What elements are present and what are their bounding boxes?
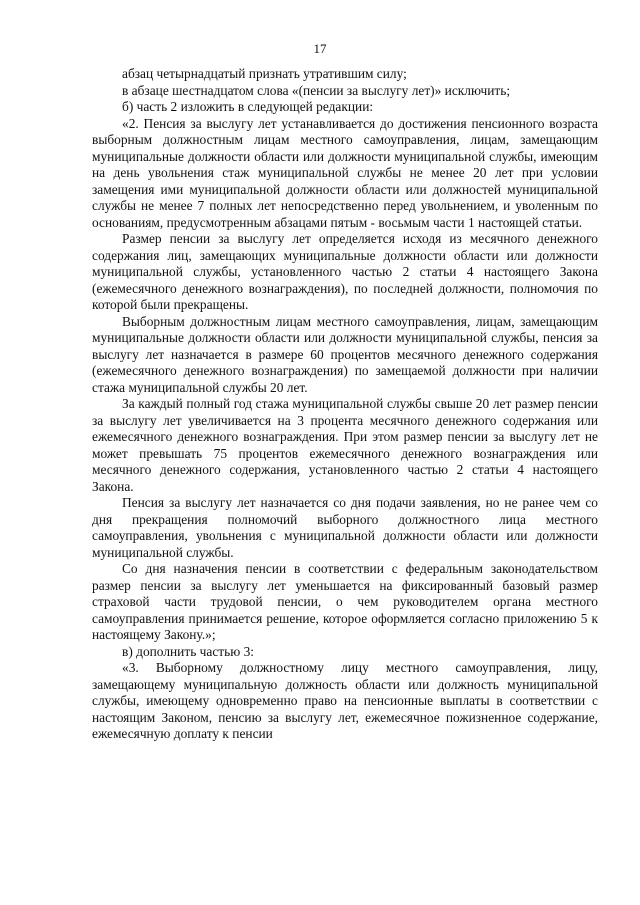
- page-number: 17: [313, 41, 327, 56]
- paragraph-per-year-increase: За каждый полный год стажа муниципальной службы свыше 20 лет размер пенсии за выслугу лет увеличивается на 3 процента месячного денежного содержания или ежемесячного денежного вознаграждения. При этом размер пенсии за выслугу лет не может превышать 75 процентов ежемесячного денежного вознаграждения или месячного денежного содержания, установленного частью 2 статьи 4 настоящего Закона.: [92, 396, 598, 494]
- paragraph-sixty-percent: Выборным должностным лицам местного самоуправления, лицам, замещающим муниципальные должности области или должности муниципальной службы, пенсия за выслугу лет назначается в размере 60 процентов месячного денежного содержания (ежемесячного денежного вознаграждения) по замещаемой должности при наличии стажа муниципальной службы 20 лет.: [92, 313, 598, 395]
- paragraph-part-3-heading: в) дополнить частью 3:: [122, 643, 254, 659]
- paragraph-assignment-date: Пенсия за выслугу лет назначается со дня подачи заявления, но не ранее чем со дня прекращения полномочий выборного должностного лица местного самоуправления, увольнения с муниципальной должности области или должности муниципальной службы.: [92, 495, 598, 560]
- document-body: [92, 66, 598, 743]
- paragraph-part-3-text: «3. Выборному должностному лицу местного самоуправления, лицу, замещающему муниципальную должность области или должность муниципальной службы, имеющему одновременно право на пенсионные выплаты в соответствии с настоящим Законом, пенсию за выслугу лет, ежемесячное пожизненное содержание, ежемесячную доплату к пенсии: [92, 660, 598, 741]
- paragraph-part-2-heading: б) часть 2 изложить в следующей редакции:: [122, 99, 374, 114]
- paragraph-part-2-text: «2. Пенсия за выслугу лет устанавливается до достижения пенсионного возраста выборным должностным лицам местного самоуправления, лицам, замещающим муниципальные должности области или должности муниципальной службы, имеющим на день увольнения стаж муниципальной службы не менее 20 лет при условии замещения ими муниципальной должности области или должностей муниципальной службы не менее 7 полных лет непосредственно перед увольнением, и уволенным по основаниям, предусмотренным абзацами пятым - восьмым части 1 настоящей статьи.: [92, 115, 598, 230]
- paragraph-reduction: Со дня назначения пенсии в соответствии с федеральным законодательством размер пенсии за выслугу лет уменьшается на фиксированный базовый размер страховой части трудовой пенсии, о чем руководителем органа местного самоуправления принимается решение, которое оформляется согласно приложению 5 к настоящему Закону.»;: [92, 561, 598, 642]
- paragraph-pension-size: Размер пенсии за выслугу лет определяется исходя из месячного денежного содержания лиц, замещающих муниципальные должности области или должности муниципальной службы, установленного частью 2 статьи 4 настоящего Закона (ежемесячного денежного вознаграждения), по последней должности, полномочия по которой были прекращены.: [92, 231, 598, 312]
- paragraph-exclude-words: в абзаце шестнадцатом слова «(пенсии за выслугу лет)» исключить;: [122, 82, 511, 98]
- paragraph-repeal-abzac-14: абзац четырнадцатый признать утратившим силу;: [122, 66, 407, 81]
